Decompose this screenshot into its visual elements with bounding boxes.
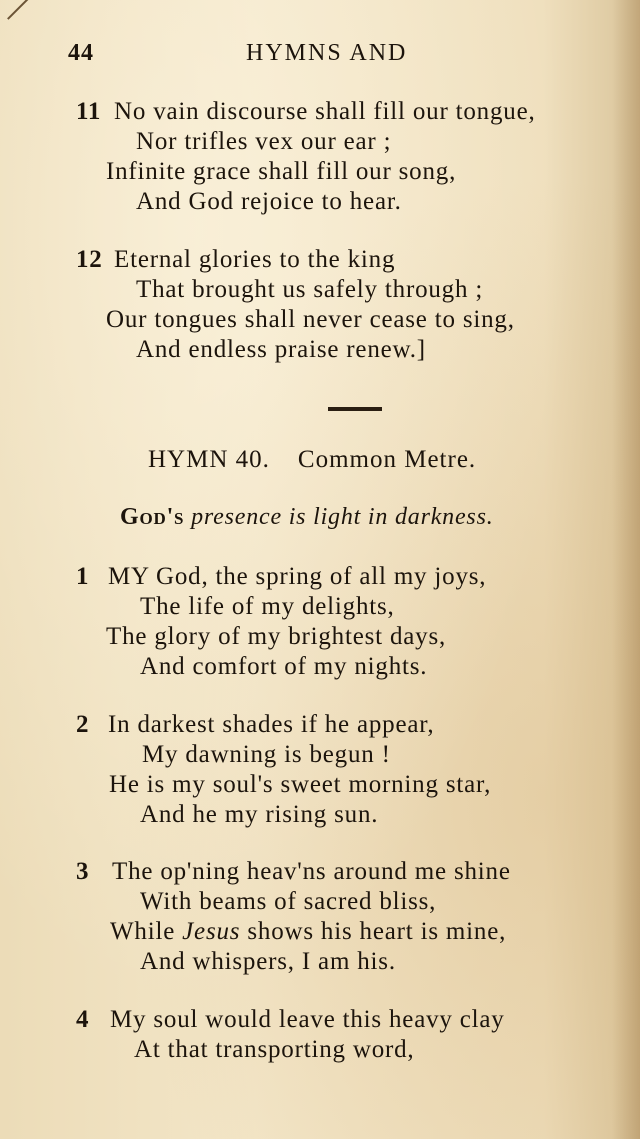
verse-line: And comfort of my nights. [140,653,428,680]
verse-line: The glory of my brightest days, [106,623,447,650]
verse-line: Our tongues shall never cease to sing, [106,306,515,333]
verse-line: With beams of sacred bliss, [140,888,437,915]
stanza-2 [76,710,616,830]
page-number: 44 [68,40,94,66]
stanza-3 [76,857,616,977]
verse-line-italic-name: Jesus [182,918,241,945]
corner-pencil-mark [0,0,37,20]
verse-line: My soul would leave this heavy clay [110,1006,505,1033]
stanza-number: 3 [76,858,90,885]
stanza-number: 2 [76,711,90,738]
stanza-number: 4 [76,1006,90,1033]
hymn-number: HYMN 40. [148,446,270,473]
stanza-11 [76,97,616,217]
page-header [68,40,448,76]
verse-line: In darkest shades if he appear, [108,711,435,738]
verse-line: Nor trifles vex our ear ; [136,128,392,155]
verse-line: shows his heart is mine, [247,918,507,945]
verse-line: At that transporting word, [134,1036,415,1063]
verse-line: And God rejoice to hear. [136,188,402,215]
stanza-number: 12 [76,246,103,273]
hymn-subtitle [120,504,494,531]
verse-line: The op'ning heav'ns around me shine [112,858,511,885]
verse-line: Infinite grace shall fill our song, [106,158,457,185]
verse-line: And endless praise renew.] [136,336,426,363]
section-divider [328,407,382,411]
hymn-title [148,446,476,474]
stanza-1 [76,562,616,682]
verse-line: And whispers, I am his. [140,948,396,975]
running-title: HYMNS AND [246,40,408,66]
stanza-number: 1 [76,563,90,590]
verse-line: He is my soul's sweet morning star, [109,771,492,798]
stanza-12 [76,245,616,365]
verse-line: MY God, the spring of all my joys, [108,563,487,590]
verse-line: The life of my delights, [140,593,395,620]
verse-line: No vain discourse shall fill our tongue, [114,98,536,125]
stanza-4 [76,1005,616,1065]
page-edge-shadow [612,0,640,1139]
verse-line: That brought us safely through ; [136,276,484,303]
verse-line-prefix: While [110,918,176,945]
hymn-metre: Common Metre. [297,446,477,473]
verse-line: Eternal glories to the king [114,246,396,273]
stanza-number: 11 [76,98,102,125]
verse-line: And he my rising sun. [140,801,379,828]
subtitle-prefix: God's [120,504,185,530]
subtitle-italic: presence is light in darkness. [191,504,494,530]
verse-line: My dawning is begun ! [142,741,391,768]
